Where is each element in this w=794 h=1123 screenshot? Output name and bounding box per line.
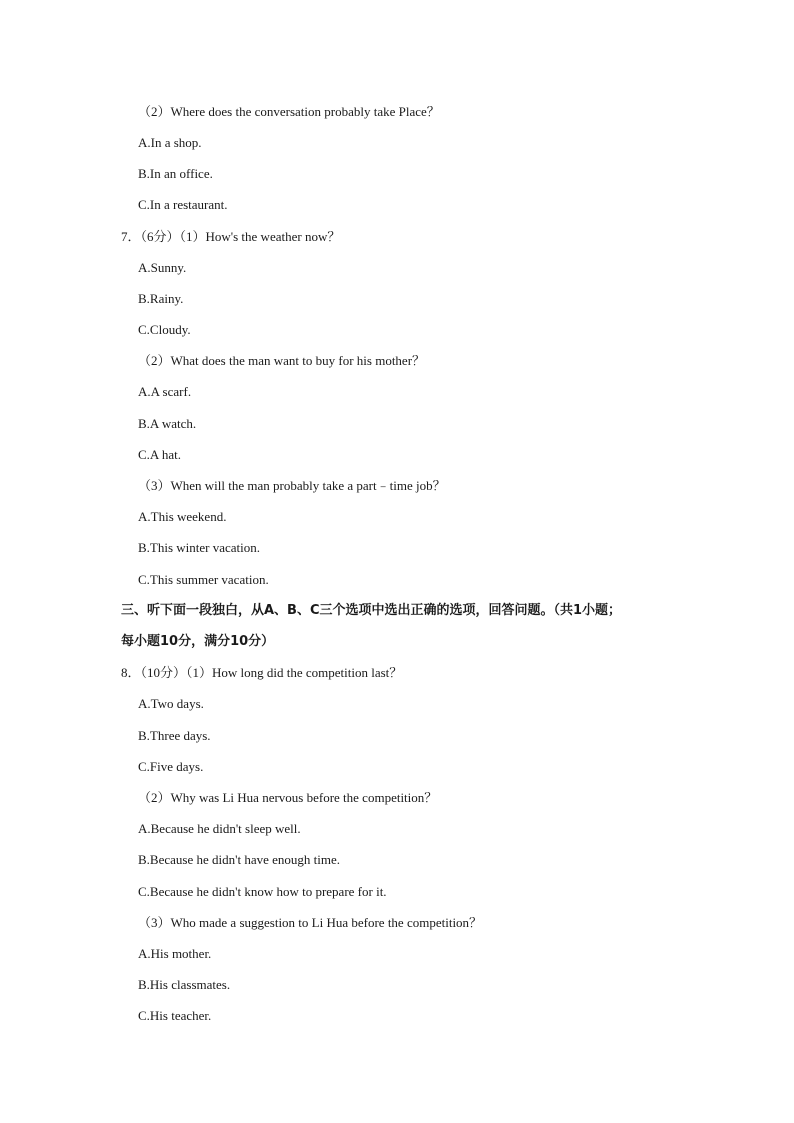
q7-sub1-option-c: C.Cloudy. <box>138 322 191 337</box>
q7-sub3-option-a: A.This weekend. <box>138 509 227 524</box>
q7-sub3-option-c: C.This summer vacation. <box>138 572 269 587</box>
q7-sub1-option-a: A.Sunny. <box>138 260 187 275</box>
q7-sub2-option-c: C.A hat. <box>138 447 181 462</box>
section3-heading-line1: 三、听下面一段独白，从A、B、C三个选项中选出正确的选项，回答问题。（共1小题； <box>121 603 622 618</box>
q6-sub2-option-c: C.In a restaurant. <box>138 197 228 212</box>
q7-header: 7．（6分）（1）How's the weather now？ <box>121 229 341 244</box>
q8-sub3-option-b: B.His classmates. <box>138 977 231 992</box>
q8-sub2-option-a: A.Because he didn't sleep well. <box>138 821 301 836</box>
q8-sub1-option-c: C.Five days. <box>138 759 204 774</box>
q7-sub3-option-b: B.This winter vacation. <box>138 540 261 555</box>
q7-sub2-option-a: A.A scarf. <box>138 384 192 399</box>
q7-sub2-prompt: （2）What does the man want to buy for his mother？ <box>138 353 426 368</box>
q8-sub1-option-b: B.Three days. <box>138 728 211 743</box>
q7-sub1-option-b: B.Rainy. <box>138 291 184 306</box>
q8-sub2-option-b: B.Because he didn't have enough time. <box>138 852 340 867</box>
section3-heading-line2: 每小题10分，满分10分） <box>121 634 275 649</box>
q6-sub2-option-a: A.In a shop. <box>138 135 202 150</box>
q8-sub3-option-c: C.His teacher. <box>138 1008 212 1023</box>
q8-sub3-option-a: A.His mother. <box>138 946 212 961</box>
q8-sub3-prompt: （3）Who made a suggestion to Li Hua before the competition？ <box>138 915 483 930</box>
q6-sub2-option-b: B.In an office. <box>138 166 213 181</box>
q8-sub2-prompt: （2）Why was Li Hua nervous before the competition？ <box>138 790 438 805</box>
q8-header: 8．（10分）（1）How long did the competition last？ <box>121 665 403 680</box>
q8-sub2-option-c: C.Because he didn't know how to prepare for it. <box>138 884 387 899</box>
q7-sub3-prompt: （3）When will the man probably take a part﹣time job？ <box>138 478 446 493</box>
q8-sub1-option-a: A.Two days. <box>138 696 204 711</box>
q6-sub2-prompt: （2）Where does the conversation probably take Place？ <box>138 104 440 119</box>
q7-sub2-option-b: B.A watch. <box>138 416 197 431</box>
